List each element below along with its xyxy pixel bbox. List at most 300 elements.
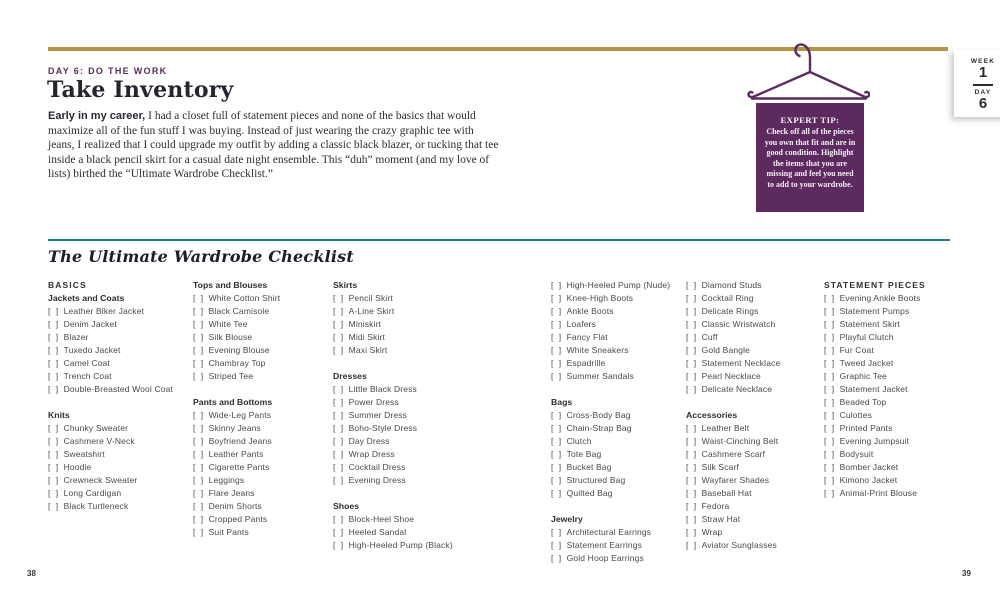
checklist-item [48,331,198,344]
checklist-item [824,344,979,357]
checkbox-icon: [ ] [193,358,205,368]
checkbox-icon: [ ] [551,319,563,329]
item-label: Block-Heel Shoe [348,514,415,524]
checkbox-icon: [ ] [333,423,345,433]
item-label: High-Heeled Pump (Nude) [566,280,671,290]
checkbox-icon: [ ] [193,293,205,303]
item-label: Silk Scarf [701,462,739,472]
checkbox-icon: [ ] [824,384,836,394]
checkbox-icon: [ ] [333,397,345,407]
expert-tip-body: Check off all of the pieces you own that fit and are in good condition. Highlight the items that you are missing and feel you need to add to your wardrobe. [764,127,856,189]
checklist-column [686,279,824,565]
checklist-item [824,461,979,474]
checkbox-icon: [ ] [824,345,836,355]
item-label: Blazer [63,332,89,342]
checklist-item [48,448,198,461]
item-label: Little Black Dress [348,384,417,394]
checkbox-icon: [ ] [48,384,60,394]
checklist-item [824,305,979,318]
checkbox-icon: [ ] [333,540,345,550]
item-label: Boho-Style Dress [348,423,418,433]
checklist-item [48,344,198,357]
checkbox-icon: [ ] [333,475,345,485]
checkbox-icon: [ ] [48,306,60,316]
item-label: Hoodie [63,462,92,472]
item-label: Espadrille [566,358,606,368]
item-label: Day Dress [348,436,390,446]
checkbox-icon: [ ] [333,514,345,524]
checkbox-icon: [ ] [551,540,563,550]
checkbox-icon: [ ] [824,436,836,446]
checkbox-icon: [ ] [551,358,563,368]
checkbox-icon: [ ] [48,319,60,329]
item-label: Maxi Skirt [348,345,388,355]
checkbox-icon: [ ] [551,488,563,498]
item-label: Sweatshirt [63,449,105,459]
item-label: White Cotton Shirt [208,293,281,303]
checklist-item [824,474,979,487]
item-label: Denim Jacket [63,319,117,329]
checklist-item [551,539,686,552]
checkbox-icon: [ ] [824,397,836,407]
checkbox-icon: [ ] [824,371,836,381]
checklist-item [824,396,979,409]
checkbox-icon: [ ] [333,319,345,329]
checkbox-icon: [ ] [333,332,345,342]
checklist-item [551,318,686,331]
item-label: Fur Coat [839,345,874,355]
section-title: Pants and Bottoms [193,397,273,407]
checklist-item [333,435,483,448]
checklist-item [48,318,198,331]
item-label: Cross-Body Bag [566,410,631,420]
checklist-item [686,331,824,344]
item-label: Trench Coat [63,371,112,381]
item-label: Evening Ankle Boots [839,293,921,303]
checklist-item [686,526,824,539]
checklist-item [333,383,483,396]
checkbox-icon: [ ] [48,488,60,498]
checkbox-icon: [ ] [193,514,205,524]
checklist-item [824,448,979,461]
section-title: Bags [551,397,573,407]
item-label: Leather Pants [208,449,264,459]
checklist-item [686,318,824,331]
item-label: Fedora [701,501,730,511]
checklist-section [48,279,198,396]
checklist-item [686,513,824,526]
checklist-column [333,279,483,565]
checklist-item [824,357,979,370]
item-label: Denim Shorts [208,501,262,511]
checkbox-icon: [ ] [686,423,698,433]
item-label: Baseball Hat [701,488,752,498]
checklist-item [193,474,333,487]
checkbox-icon: [ ] [686,358,698,368]
checklist-item [824,292,979,305]
checkbox-icon: [ ] [824,332,836,342]
checklist-item [193,331,333,344]
item-label: Bomber Jacket [839,462,899,472]
item-label: Chunky Sweater [63,423,129,433]
checkbox-icon: [ ] [48,475,60,485]
checklist-item [551,435,686,448]
checkbox-icon: [ ] [551,423,563,433]
checkbox-icon: [ ] [824,449,836,459]
checklist-item [333,344,483,357]
checklist-item [193,409,333,422]
checkbox-icon: [ ] [193,488,205,498]
item-label: Tote Bag [566,449,602,459]
checklist-item [193,305,333,318]
checklist-item [686,344,824,357]
checklist-item [686,383,824,396]
item-label: A-Line Skirt [348,306,395,316]
item-label: White Tee [208,319,248,329]
item-label: Kimono Jacket [839,475,898,485]
checklist-column [193,279,333,552]
checklist-item [551,461,686,474]
section-eyebrow: STATEMENT PIECES [824,280,926,290]
item-label: Waist-Cinching Belt [701,436,779,446]
checklist-item [551,409,686,422]
checklist-item [551,487,686,500]
item-label: Tuxedo Jacket [63,345,121,355]
checklist-item [48,305,198,318]
checklist-item [193,435,333,448]
checklist-item [686,539,824,552]
checkbox-icon: [ ] [333,462,345,472]
checklist-section [333,370,483,487]
checklist-item [333,526,483,539]
checkbox-icon: [ ] [686,488,698,498]
checkbox-icon: [ ] [193,410,205,420]
item-label: Wrap [701,527,723,537]
section-title: Shoes [333,501,360,511]
checklist-item [193,357,333,370]
checkbox-icon: [ ] [686,332,698,342]
item-label: High-Heeled Pump (Black) [348,540,453,550]
checkbox-icon: [ ] [824,410,836,420]
item-label: Leggings [208,475,245,485]
expert-tip-heading: EXPERT TIP: [780,115,840,125]
item-label: Camel Coat [63,358,110,368]
item-label: Cocktail Ring [701,293,754,303]
checkbox-icon: [ ] [193,319,205,329]
checklist-item [824,383,979,396]
item-label: Bucket Bag [566,462,612,472]
checklist-item [824,487,979,500]
checkbox-icon: [ ] [824,423,836,433]
checklist-section [551,396,686,500]
checklist-item [824,409,979,422]
checklist-item [824,318,979,331]
checklist-item [48,357,198,370]
badge-divider [973,84,993,86]
intro-body: I had a closet full of statement pieces and none of the basics that would maximize all of the fun stuff I was buying. Instead of just wearing the crazy graphic tee with jeans, I realized that I could upgrade my outfit by adding a classic black blazer, or tucking that tee inside a black pencil skirt for a casual date night ensemble. This “duh” moment (and my love of lists) birthed the “Ultimate Wardrobe Checklist.” [48,110,499,181]
checkbox-icon: [ ] [551,475,563,485]
item-label: Cocktail Dress [348,462,406,472]
checklist-item [686,422,824,435]
checklist-item [824,435,979,448]
item-label: Statement Pumps [839,306,910,316]
item-label: Cashmere Scarf [701,449,766,459]
checkbox-icon: [ ] [333,436,345,446]
item-label: Delicate Necklace [701,384,773,394]
day-label: DAY [974,89,992,96]
checklist-item [333,513,483,526]
item-label: Suit Pants [208,527,249,537]
section-title: Jackets and Coats [48,293,125,303]
checklist-item [48,500,198,513]
checkbox-icon: [ ] [333,410,345,420]
checkbox-icon: [ ] [48,371,60,381]
checklist-item [551,357,686,370]
item-label: Bodysuit [839,449,874,459]
checklist-column [48,279,198,526]
item-label: Loafers [566,319,596,329]
checkbox-icon: [ ] [686,293,698,303]
checkbox-icon: [ ] [824,306,836,316]
checklist-item [686,357,824,370]
checklist-item [333,305,483,318]
item-label: Structured Bag [566,475,626,485]
checkbox-icon: [ ] [193,332,205,342]
item-label: Cigarette Pants [208,462,270,472]
checkbox-icon: [ ] [686,319,698,329]
checkbox-icon: [ ] [333,293,345,303]
checklist-item [333,461,483,474]
checkbox-icon: [ ] [686,280,698,290]
checkbox-icon: [ ] [551,293,563,303]
day-eyebrow: DAY 6: DO THE WORK [48,66,168,76]
checkbox-icon: [ ] [193,501,205,511]
item-label: Ankle Boots [566,306,614,316]
checklist-column [551,279,686,578]
section-title: Knits [48,410,70,420]
item-label: Knee-High Boots [566,293,634,303]
checkbox-icon: [ ] [824,475,836,485]
checkbox-icon: [ ] [824,488,836,498]
checkbox-icon: [ ] [551,553,563,563]
checklist-section [193,279,333,383]
checklist-item [686,500,824,513]
page-title: Take Inventory [47,77,234,103]
section-title: Skirts [333,280,358,290]
checklist-item [551,305,686,318]
checklist-item [193,318,333,331]
checkbox-icon: [ ] [193,306,205,316]
item-label: Summer Dress [348,410,408,420]
checklist-divider-rule [48,239,950,241]
item-label: Diamond Studs [701,280,762,290]
checkbox-icon: [ ] [48,501,60,511]
section-eyebrow: BASICS [48,280,87,290]
checklist-section [551,279,686,383]
checklist-item [193,487,333,500]
checklist-title: The Ultimate Wardrobe Checklist [48,247,354,266]
checklist-section [48,409,198,513]
week-value: 1 [978,64,988,81]
checklist-section [193,396,333,539]
checkbox-icon: [ ] [686,449,698,459]
item-label: Evening Blouse [208,345,270,355]
checkbox-icon: [ ] [193,449,205,459]
checklist-section [333,279,483,357]
checkbox-icon: [ ] [551,527,563,537]
item-label: Summer Sandals [566,371,634,381]
item-label: Classic Wristwatch [701,319,776,329]
checklist-item [193,448,333,461]
checkbox-icon: [ ] [193,345,205,355]
item-label: Architectural Earrings [566,527,652,537]
item-label: Gold Hoop Earrings [566,553,644,563]
item-label: Aviator Sunglasses [701,540,777,550]
checkbox-icon: [ ] [686,514,698,524]
checkbox-icon: [ ] [686,436,698,446]
checkbox-icon: [ ] [551,371,563,381]
checklist-item [551,552,686,565]
item-label: Fancy Flat [566,332,608,342]
checkbox-icon: [ ] [551,332,563,342]
item-label: Pearl Necklace [701,371,761,381]
checklist-item [333,474,483,487]
item-label: Silk Blouse [208,332,253,342]
item-label: Cashmere V-Neck [63,436,135,446]
checklist-item [193,292,333,305]
checkbox-icon: [ ] [48,462,60,472]
checklist-item [551,370,686,383]
checklist-section [686,279,824,396]
checkbox-icon: [ ] [686,527,698,537]
section-title: Dresses [333,371,367,381]
checklist-item [686,461,824,474]
checkbox-icon: [ ] [193,462,205,472]
item-label: Quilted Bag [566,488,613,498]
item-label: White Sneakers [566,345,629,355]
checklist-item [48,487,198,500]
item-label: Striped Tee [208,371,254,381]
section-title: Jewelry [551,514,583,524]
checklist-item [686,305,824,318]
checkbox-icon: [ ] [333,449,345,459]
item-label: Boyfriend Jeans [208,436,272,446]
checkbox-icon: [ ] [48,436,60,446]
checklist-item [48,370,198,383]
item-label: Pencil Skirt [348,293,393,303]
item-label: Leather Belt [701,423,750,433]
checkbox-icon: [ ] [193,423,205,433]
checkbox-icon: [ ] [686,540,698,550]
checkbox-icon: [ ] [824,462,836,472]
expert-tip-box [756,103,864,212]
checklist-item [333,396,483,409]
item-label: Evening Jumpsuit [839,436,910,446]
checkbox-icon: [ ] [48,332,60,342]
checkbox-icon: [ ] [193,371,205,381]
checkbox-icon: [ ] [333,384,345,394]
checklist-item [686,487,824,500]
hanger-icon [742,38,870,102]
checkbox-icon: [ ] [193,475,205,485]
checklist-item [824,370,979,383]
checkbox-icon: [ ] [686,475,698,485]
checklist-item [686,370,824,383]
checkbox-icon: [ ] [48,423,60,433]
checklist-item [333,539,483,552]
checklist-item [193,422,333,435]
checklist-item [48,383,198,396]
checklist-item [824,422,979,435]
item-label: Graphic Tee [839,371,887,381]
checklist-section [824,279,979,500]
section-title: Accessories [686,410,738,420]
checkbox-icon: [ ] [686,371,698,381]
checkbox-icon: [ ] [686,384,698,394]
checkbox-icon: [ ] [551,449,563,459]
item-label: Skinny Jeans [208,423,261,433]
item-label: Power Dress [348,397,399,407]
checkbox-icon: [ ] [333,527,345,537]
checklist-item [686,292,824,305]
checklist-item [551,331,686,344]
checkbox-icon: [ ] [824,293,836,303]
item-label: Wrap Dress [348,449,395,459]
checkbox-icon: [ ] [824,358,836,368]
checklist-item [551,279,686,292]
checklist-item [686,474,824,487]
item-label: Animal-Print Blouse [839,488,918,498]
item-label: Miniskirt [348,319,382,329]
item-label: Flare Jeans [208,488,255,498]
day-value: 6 [978,95,988,112]
checklist-item [333,409,483,422]
checklist-item [333,331,483,344]
item-label: Midi Skirt [348,332,386,342]
item-label: Black Camisole [208,306,270,316]
checklist-item [824,331,979,344]
item-label: Chain-Strap Bag [566,423,632,433]
item-label: Delicate Rings [701,306,759,316]
item-label: Evening Dress [348,475,406,485]
checkbox-icon: [ ] [551,410,563,420]
checklist-item [193,344,333,357]
checklist-item [686,279,824,292]
intro-paragraph [48,109,500,182]
section-title: Tops and Blouses [193,280,268,290]
week-label: WEEK [970,58,996,65]
item-label: Cuff [701,332,718,342]
checkbox-icon: [ ] [686,345,698,355]
item-label: Beaded Top [839,397,887,407]
item-label: Double-Breasted Wool Coat [63,384,174,394]
checklist-item [193,370,333,383]
item-label: Culottes [839,410,872,420]
checklist-item [193,526,333,539]
item-label: Leather Biker Jacket [63,306,145,316]
checklist-item [48,422,198,435]
page-number-left: 38 [27,569,36,578]
checklist-item [551,474,686,487]
checklist-columns [0,279,1000,579]
intro-lead: Early in my career, [48,110,146,122]
checklist-item [193,513,333,526]
item-label: Straw Hat [701,514,741,524]
checklist-item [551,344,686,357]
page-number-right: 39 [962,569,971,578]
checklist-item [551,448,686,461]
checkbox-icon: [ ] [824,319,836,329]
